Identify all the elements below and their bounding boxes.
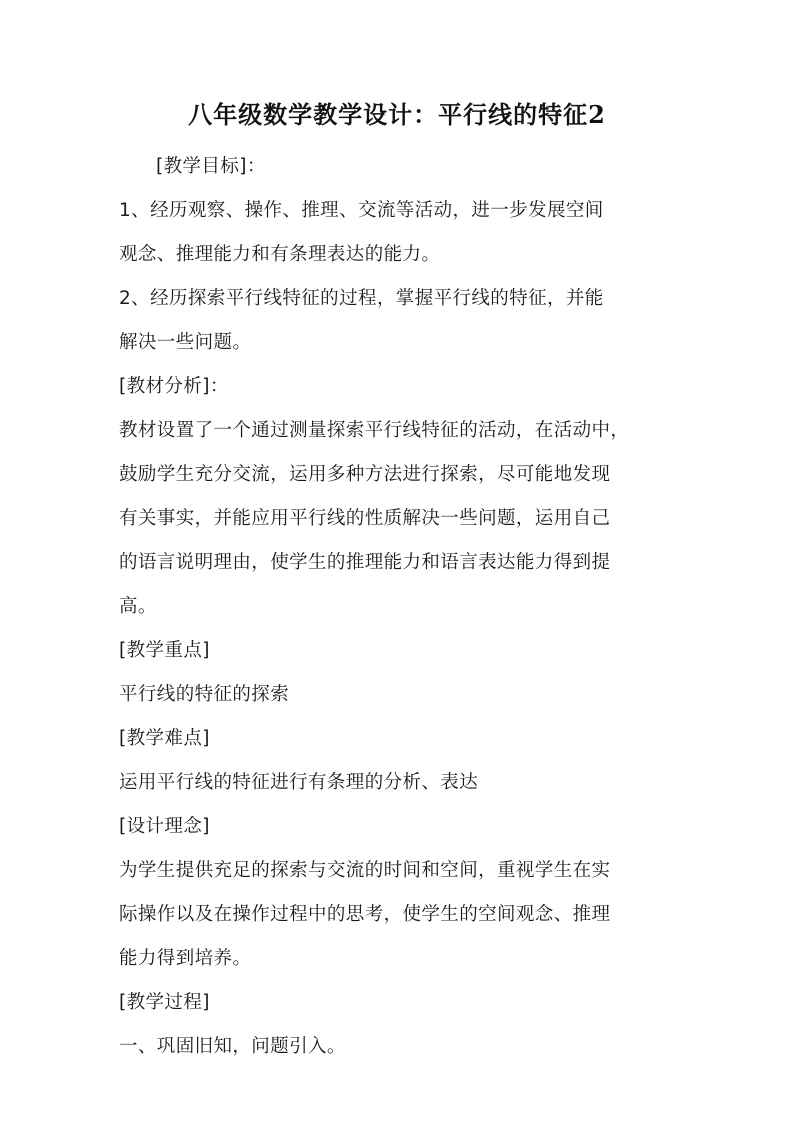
section-heading-material-analysis: [教材分析]： — [119, 376, 229, 397]
section-heading-key-points: [教学重点] — [119, 640, 210, 661]
paragraph-line: 能力得到培养。 — [119, 948, 252, 969]
paragraph-line: 鼓励学生充分交流，运用多种方法进行探索，尽可能地发现 — [119, 464, 611, 485]
section-heading-teaching-process: [教学过程] — [119, 992, 210, 1013]
document-body — [119, 145, 679, 1069]
paragraph-line: 的语言说明理由，使学生的推理能力和语言表达能力得到提 — [119, 552, 611, 573]
paragraph-line: 一、巩固旧知，问题引入。 — [119, 1036, 346, 1057]
paragraph-line: 际操作以及在操作过程中的思考，使学生的空间观念、推理 — [119, 904, 611, 925]
paragraph-line: 平行线的特征的探索 — [119, 684, 290, 705]
section-heading-difficulties: [教学难点] — [119, 728, 210, 749]
document-title: 八年级数学教学设计：平行线的特征2 — [188, 100, 606, 129]
paragraph-line: 教材设置了一个通过测量探索平行线特征的活动，在活动中， — [119, 420, 630, 441]
paragraph-line: 2、经历探索平行线特征的过程，掌握平行线的特征，并能 — [119, 288, 604, 309]
paragraph-line: 有关事实，并能应用平行线的性质解决一些问题，运用自己 — [119, 508, 611, 529]
paragraph-line: 运用平行线的特征进行有条理的分析、表达 — [119, 772, 479, 793]
paragraph-line: 1、经历观察、操作、推理、交流等活动，进一步发展空间 — [119, 200, 604, 221]
section-heading-design-concept: [设计理念] — [119, 816, 210, 837]
paragraph-line: 为学生提供充足的探索与交流的时间和空间，重视学生在实 — [119, 860, 611, 881]
section-heading-teaching-goals: [教学目标]： — [156, 156, 266, 177]
paragraph-line: 解决一些问题。 — [119, 332, 252, 353]
paragraph-line: 观念、推理能力和有条理表达的能力。 — [119, 244, 441, 265]
paragraph-line: 高。 — [119, 596, 157, 617]
